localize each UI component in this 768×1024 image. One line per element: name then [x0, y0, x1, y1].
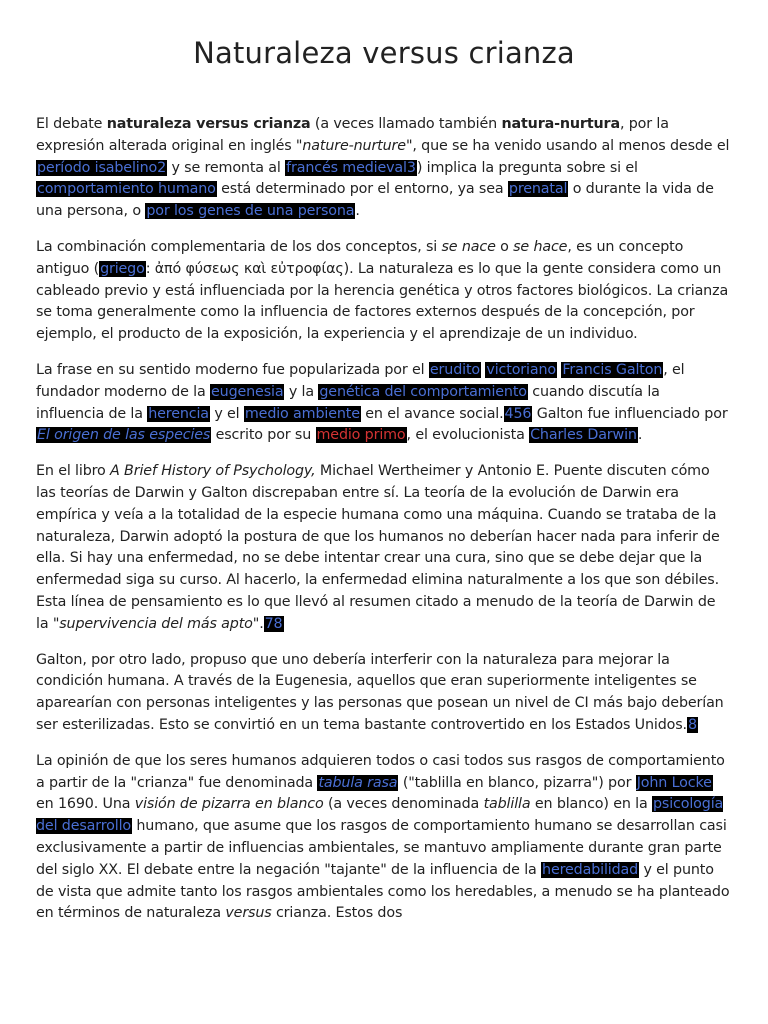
text: Michael Wertheimer y Antonio E. Puente discuten cómo las teorías de Darwin y Galton discrepaban entre sí. La teoría de la evolución de Darwin era empírica y veía a la totalidad de la especie humana como una máquina. Cuando se trataba de la naturaleza, Darwin adoptó la postura de que los humanos no deberían hacer nada para inferir de ella. Si hay una enfermedad, no se debe intentar crear una cura, sino que se debe dejar que la enfermedad siga su curso. Al hacerlo, la enfermedad elimina naturalmente a los que son débiles. Esta línea de pensamiento es lo que llevó al resumen citado a menudo de la teoría de Darwin de la — [36, 463, 720, 632]
text: está determinado por el entorno, ya sea — [216, 181, 508, 198]
text: : ἀπό φύσεως καὶ εὐτροφίας). La naturaleza es lo que la gente considera como un cableado previo y está influenciada por la herencia genética y otros factores biológicos. La crianza se toma generalmente como la influencia de factores externos después de la concepción, por ejemplo, el producto de la exposición, la experiencia y el aprendizaje de un individuo. — [36, 260, 729, 343]
text: . — [637, 427, 643, 444]
link-tabula-rasa[interactable]: tabula rasa — [318, 774, 398, 791]
text: El debate — [36, 116, 107, 132]
text: en el avance social. — [360, 405, 504, 422]
text: En el libro — [36, 463, 111, 480]
text: , es un concepto antiguo ( — [36, 238, 684, 277]
bold-term: naturaleza versus crianza — [106, 116, 311, 132]
italic-term: nature-nurture — [302, 137, 406, 154]
link-john-locke[interactable]: John Locke — [636, 774, 712, 791]
link-periodo-isabelino[interactable]: período isabelino2 — [37, 159, 167, 176]
paragraph-galton — [36, 360, 732, 447]
page-title: Naturaleza versus crianza — [193, 36, 575, 70]
text: ", que se ha venido usando al menos desde el — [405, 137, 730, 154]
link-origen-especies[interactable]: El origen de las especies — [37, 427, 211, 444]
link-comportamiento-humano[interactable]: comportamiento humano — [37, 181, 216, 198]
ref-456[interactable]: 456 — [504, 405, 532, 422]
link-heredabilidad[interactable]: heredabilidad — [542, 861, 639, 878]
text: o durante la vida de una persona, o — [36, 181, 714, 220]
link-prenatal[interactable]: prenatal — [508, 181, 568, 198]
text: en 1690. Una — [36, 796, 135, 813]
italic-term: versus — [225, 905, 272, 922]
text: ("tablilla en blanco, pizarra") por — [398, 774, 636, 791]
paragraph-intro — [36, 114, 732, 223]
text: . — [355, 203, 360, 220]
link-herencia[interactable]: herencia — [148, 405, 209, 422]
paragraph-eugenesia — [36, 650, 732, 737]
italic-term: se nace — [441, 238, 496, 255]
link-medio-primo[interactable]: medio primo — [316, 427, 406, 444]
text: y el punto de vista que admite tanto los rasgos ambientales como los heredables, a menudo se ha planteado en términos de naturaleza — [36, 861, 730, 922]
link-genetica-comportamiento[interactable]: genética del comportamiento — [319, 383, 527, 400]
text: Galton fue influenciado por — [532, 405, 728, 422]
link-genes[interactable]: por los genes de una persona — [146, 203, 355, 220]
text: La frase en su sentido moderno fue popularizada por el — [36, 361, 429, 378]
text: Galton, por otro lado, propuso que uno debería interferir con la naturaleza para mejorar la condición humana. A través de la Eugenesia, aquellos que eran superiormente inteligentes se aparearían con personas inteligentes y las personas que posean un nivel de CI más bajo deberían ser esterilizadas. Esto se convirtió en un tema bastante controvertido en los Estados Unidos. — [36, 651, 724, 733]
text: (a veces denominada — [323, 796, 484, 813]
paragraph-combination — [36, 237, 732, 346]
link-francis-galton[interactable]: Francis Galton — [562, 361, 663, 378]
text: , el evolucionista — [406, 427, 530, 444]
text: o — [495, 238, 514, 255]
text: ) implica la pregunta sobre si el — [416, 159, 638, 176]
link-victoriano[interactable]: victoriano — [486, 361, 556, 378]
paragraph-brief-history — [36, 461, 732, 635]
paragraph-tabula-rasa — [36, 751, 732, 925]
italic-quote: "supervivencia del más apto" — [52, 615, 260, 632]
text: cuando discutía la influencia de la — [36, 383, 660, 422]
text: y se remonta al — [167, 159, 286, 176]
link-eugenesia[interactable]: eugenesia — [211, 383, 284, 400]
text: , por la expresión alterada original en inglés " — [36, 116, 669, 154]
book-title: A Brief History of Psychology, — [110, 463, 316, 480]
text: La combinación complementaria de los dos conceptos, si — [36, 238, 442, 255]
link-griego[interactable]: griego — [100, 260, 145, 277]
text: y la — [284, 383, 319, 400]
bold-term: natura-nurtura — [501, 116, 620, 132]
link-psicologia-desarrollo[interactable]: psicología del desarrollo — [36, 796, 724, 835]
text: . — [259, 615, 264, 632]
italic-term: se hace — [513, 238, 568, 255]
ref-78[interactable]: 78 — [264, 615, 283, 632]
link-charles-darwin[interactable]: Charles Darwin — [530, 427, 637, 444]
text: escrito por su — [211, 427, 316, 444]
italic-term: tablilla — [483, 796, 531, 813]
text: y el — [209, 405, 244, 422]
italic-term: visión de pizarra en blanco — [134, 796, 324, 813]
link-erudito[interactable]: erudito — [429, 361, 480, 378]
text: humano, que asume que los rasgos de comportamiento humano se desarrollan casi exclusivamente a partir de influencias ambientales, se mantuvo ampliamente durante gran parte del siglo XX. El debate entre la negación "tajante" de la influencia de la — [36, 818, 727, 878]
text: , el fundador moderno de la — [36, 361, 685, 400]
ref-8[interactable]: 8 — [687, 716, 697, 733]
text: (a veces llamado también — [310, 116, 502, 132]
text: crianza. Estos dos — [271, 905, 403, 922]
link-medio-ambiente[interactable]: medio ambiente — [244, 405, 360, 422]
text: en blanco) en la — [530, 796, 652, 813]
text: La opinión de que los seres humanos adquieren todos o casi todos sus rasgos de comportamiento a partir de la "crianza" fue denominada — [36, 752, 725, 791]
link-frances-medieval[interactable]: francés medieval3 — [286, 159, 416, 176]
